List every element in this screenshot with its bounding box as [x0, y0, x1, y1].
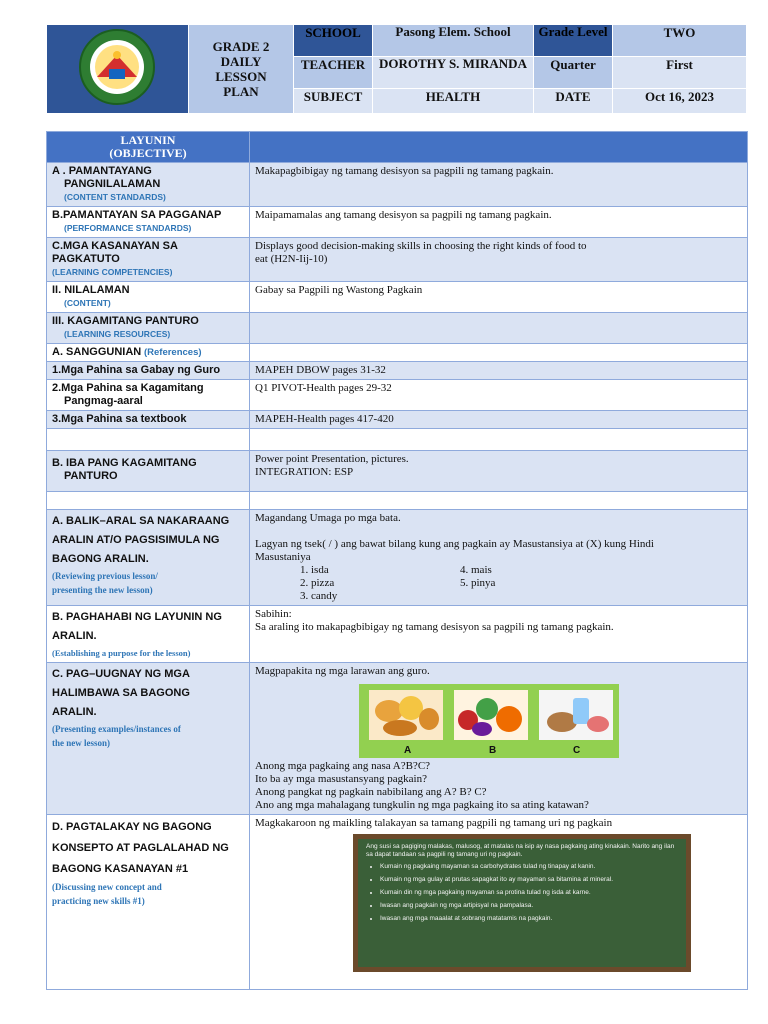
textbook-row [47, 411, 748, 429]
content-label: II. NILALAMAN [52, 284, 130, 296]
date-value: Oct 16, 2023 [613, 89, 747, 114]
quarter-value: First [613, 57, 747, 89]
procedure-b-row [47, 606, 748, 663]
procedure-a-label: BAGONG ARALIN. [52, 553, 149, 565]
guide-label: 1.Mga Pahina sa Gabay ng Guro [47, 362, 250, 380]
procedure-d-label-cell [47, 815, 250, 990]
teacher-label: TEACHER [294, 57, 373, 89]
content-standards-value: Makapagbibigay ng tamang desisyon sa pagpili ng tamang pagkain. [250, 163, 748, 207]
picture-label-b: B [489, 745, 497, 756]
other-label-cell [47, 451, 250, 492]
board-item: • Iwasan ang pagkain ng mga artipisyal na pampalasa. [380, 902, 678, 910]
instruction-text: Lagyan ng tsek( / ) ang bawat bilang kung ang pagkain ay Masustansiya at (X) kung Hindi [255, 538, 654, 550]
procedure-c-value-cell [250, 663, 748, 815]
procedure-a-label: A. BALIK–ARAL SA NAKARAANG [52, 515, 230, 527]
board-item: • Iwasan ang mga maaalat at sobrang matatamis na pagkain. [380, 915, 678, 923]
competencies-label: C.MGA KASANAYAN SA [52, 240, 178, 252]
question-text: Anong mga pagkaing ang nasa A?B?C? [255, 760, 431, 772]
procedure-b-label: ARALIN. [52, 630, 97, 642]
blank-cell [250, 492, 748, 510]
other-label: B. IBA PANG KAGAMITANG [52, 457, 197, 469]
grade-level-value: TWO [613, 25, 747, 57]
learner-label: 2.Mga Pahina sa Kagamitang [52, 382, 204, 394]
guide-row [47, 362, 748, 380]
question-text: Ano ang mga mahalagang tungkulin ng mga pagkaing ito sa ating katawan? [255, 799, 589, 811]
procedure-c-sub: the new lesson) [52, 738, 110, 748]
board-item: • Kumain ng pagkaing mayaman sa carbohydrates tulad ng tinapay at kanin. [380, 863, 678, 871]
procedure-a-sub: presenting the new lesson) [52, 585, 153, 595]
procedure-d-value: Magkakaroon ng maikling talakayan sa tamang pagpili ng tamang uri ng pagkain [255, 817, 613, 829]
content-value: Gabay sa Pagpili ng Wastong Pagkain [250, 282, 748, 313]
grade-label: GRADE 2 [212, 39, 270, 54]
objective-title-en: (OBJECTIVE) [109, 146, 187, 160]
grade-level-label: Grade Level [534, 25, 613, 57]
header-table [46, 24, 747, 114]
learner-value: Q1 PIVOT-Health pages 29-32 [250, 380, 748, 411]
board-intro: Ang susi sa pagiging malakas, malusog, at matalas na isip ay nasa pagkaing ating kinakain. Narito ang ilan sa dapat tandaan sa pagpili ng tamang uri ng pagkain. [366, 843, 675, 858]
procedure-d-label: KONSEPTO AT PAGLALAHAD NG [52, 842, 229, 854]
blank-row-1 [47, 429, 748, 451]
grade-plan-title [189, 25, 294, 114]
daily-label: DAILY [220, 54, 262, 69]
procedure-a-value-cell [250, 510, 748, 606]
competencies-label2: PAGKATUTO [52, 253, 120, 265]
procedure-d-label: BAGONG KASANAYAN #1 [52, 863, 189, 875]
school-value: Pasong Elem. School [373, 25, 534, 57]
chalkboard-image [353, 834, 691, 972]
procedure-b-value-cell [250, 606, 748, 663]
procedure-c-label: ARALIN. [52, 706, 97, 718]
textbook-label: 3.Mga Pahina sa textbook [47, 411, 250, 429]
procedure-c-intro: Magpapakita ng mga larawan ang guro. [255, 665, 430, 677]
board-item: • Kumain ng mga gulay at prutas sapagkat ito ay mayaman sa bitamina at mineral. [380, 876, 678, 884]
procedure-b-label-cell [47, 606, 250, 663]
teacher-value: DOROTHY S. MIRANDA [373, 57, 534, 89]
objective-header-blank [250, 132, 748, 163]
subject-label: SUBJECT [294, 89, 373, 114]
greeting-text: Magandang Umaga po mga bata. [255, 512, 401, 524]
procedure-c-label: C. PAG–UUGNAY NG MGA [52, 668, 190, 680]
food-groups-picture [359, 684, 619, 758]
content-standards-row [47, 163, 748, 207]
subject-value: HEALTH [373, 89, 534, 114]
procedure-b-label: B. PAGHAHABI NG LAYUNIN NG [52, 611, 222, 623]
procedure-a-label: ARALIN AT/O PAGSISIMULA NG [52, 534, 220, 546]
lesson-label: LESSON [215, 69, 267, 84]
procedure-b-value1: Sabihin: [255, 608, 292, 620]
blank-row-2 [47, 492, 748, 510]
board-item: • Kumain din ng mga pagkaing mayaman sa protina tulad ng isda at karne. [380, 889, 678, 897]
performance-row [47, 207, 748, 238]
performance-label: B.PAMANTAYAN SA PAGGANAP [52, 209, 222, 221]
procedure-d-sub: practicing new skills #1) [52, 896, 145, 906]
date-label: DATE [534, 89, 613, 114]
food-group-c-image [539, 690, 613, 740]
question-text: Ito ba ay mga masustansyang pagkain? [255, 773, 427, 785]
school-seal-icon [47, 25, 188, 108]
references-sub: (References) [143, 347, 202, 358]
other-resources-row [47, 451, 748, 492]
references-label: A. SANGGUNIAN [52, 346, 142, 358]
food-group-b-image [454, 690, 528, 740]
learner-label-cell [47, 380, 250, 411]
content-standards-label2: PANGNILALAMAN [64, 178, 161, 190]
learner-label2: Pangmag-aaral [64, 395, 143, 407]
lesson-plan-table [46, 131, 748, 990]
procedure-d-sub: (Discussing new concept and [52, 882, 162, 892]
food-group-a-image [369, 690, 443, 740]
textbook-value: MAPEH-Health pages 417-420 [250, 411, 748, 429]
content-standards-label: A . PAMANTAYANG [52, 165, 152, 177]
other-value2: INTEGRATION: ESP [255, 466, 354, 478]
picture-label-c: C [573, 745, 581, 756]
resources-label: III. KAGAMITANG PANTURO [52, 315, 199, 327]
quarter-label: Quarter [534, 57, 613, 89]
competencies-value: Displays good decision-making skills in choosing the right kinds of food to [255, 240, 587, 252]
performance-label-cell [47, 207, 250, 238]
list-item: 4. mais [460, 564, 492, 576]
list-item: 5. pinya [460, 577, 496, 589]
content-sub: (CONTENT) [64, 298, 111, 308]
references-label-cell [47, 344, 250, 362]
food-list [255, 564, 742, 603]
performance-sub: (PERFORMANCE STANDARDS) [64, 223, 192, 233]
competencies-value2: eat (H2N-Iij-10) [255, 253, 328, 265]
objective-header-row [47, 132, 748, 163]
procedure-a-sub: (Reviewing previous lesson/ [52, 571, 158, 581]
guide-value: MAPEH DBOW pages 31-32 [250, 362, 748, 380]
procedure-c-sub: (Presenting examples/instances of [52, 724, 181, 734]
resources-sub: (LEARNING RESOURCES) [64, 329, 171, 339]
content-label-cell [47, 282, 250, 313]
other-label2: PANTURO [64, 470, 118, 482]
procedure-c-row [47, 663, 748, 815]
procedure-a-row [47, 510, 748, 606]
plan-label: PLAN [223, 84, 259, 99]
competencies-label-cell [47, 238, 250, 282]
instruction-text2: Masustaniya [255, 551, 311, 563]
list-item: 2. pizza [300, 577, 335, 589]
school-label: SCHOOL [294, 25, 373, 57]
list-item: 1. isda [300, 564, 329, 576]
procedure-c-label: HALIMBAWA SA BAGONG [52, 687, 190, 699]
list-item: 3. candy [300, 590, 338, 602]
procedure-d-row [47, 815, 748, 990]
other-value: Power point Presentation, pictures. [255, 453, 409, 465]
learner-row [47, 380, 748, 411]
procedure-a-label-cell [47, 510, 250, 606]
resources-value [250, 313, 748, 344]
procedure-c-label-cell [47, 663, 250, 815]
procedure-b-value2: Sa araling ito makapagbibigay ng tamang desisyon sa pagpili ng tamang pagkain. [255, 621, 614, 633]
procedure-d-label: D. PAGTALAKAY NG BAGONG [52, 821, 212, 833]
blank-cell [47, 429, 250, 451]
objective-title-text: LAYUNIN [120, 133, 176, 147]
procedure-b-sub: (Establishing a purpose for the lesson) [52, 648, 191, 658]
resources-label-cell [47, 313, 250, 344]
competencies-sub: (LEARNING COMPETENCIES) [52, 267, 173, 277]
competencies-row [47, 238, 748, 282]
other-value-cell [250, 451, 748, 492]
objective-title [47, 132, 250, 163]
references-row [47, 344, 748, 362]
question-text: Anong pangkat ng pagkain nabibilang ang A? B? C? [255, 786, 487, 798]
blank-cell [250, 429, 748, 451]
logo-cell [47, 25, 189, 114]
resources-row [47, 313, 748, 344]
references-value [250, 344, 748, 362]
procedure-d-value-cell [250, 815, 748, 990]
blank-cell [47, 492, 250, 510]
content-standards-label-cell [47, 163, 250, 207]
content-standards-sub: (CONTENT STANDARDS) [64, 192, 166, 202]
performance-value: Maipamamalas ang tamang desisyon sa pagpili ng tamang pagkain. [250, 207, 748, 238]
content-row [47, 282, 748, 313]
picture-label-a: A [404, 745, 412, 756]
board-list [366, 863, 678, 923]
competencies-value-cell [250, 238, 748, 282]
